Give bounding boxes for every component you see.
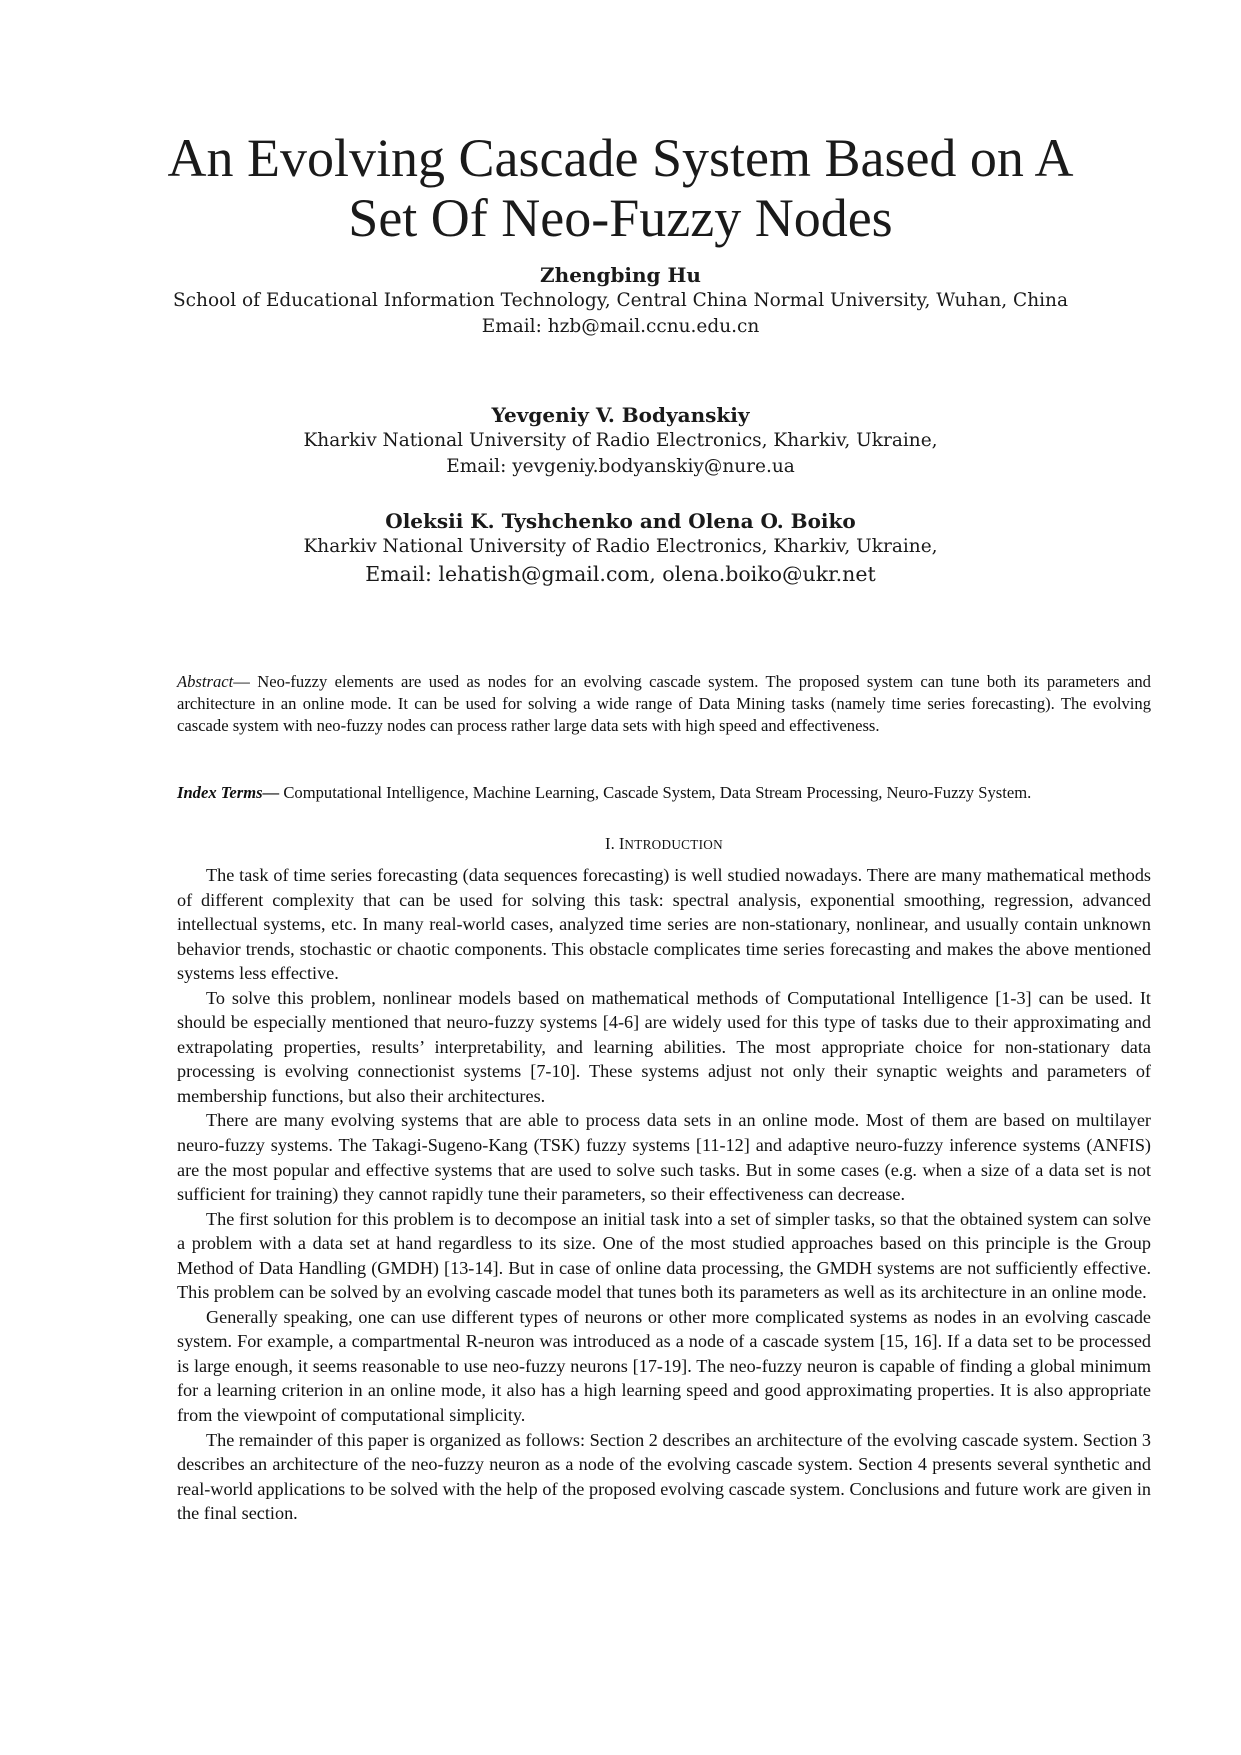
author-name: Yevgeniy V. Bodyanskiy [491,403,750,427]
author-email: Email: yevgeniy.bodyanskiy@nure.ua [446,456,795,477]
section-number: I. [605,834,619,853]
author-block-3 [120,508,1121,588]
author-block-2 [120,402,1121,480]
index-terms-dash: — [262,783,284,802]
section-title-initial: I [618,834,625,853]
author-block-1 [120,262,1121,340]
paper-title-line-1: An Evolving Cascade System Based on A [167,128,1074,188]
abstract-text: Neo-fuzzy elements are used as nodes for an evolving cascade system. The proposed system can tune both its parameters and architecture in an online mode. It can be used for solving a wide range of Data Mining tasks (namely time series forecasting). The evolving cascade system with neo-fuzzy nodes can process rather large data sets with high speed and effectiveness. [177,672,1151,735]
abstract [177,671,1151,736]
paragraph: Generally speaking, one can use different types of neurons or other more complicated systems as nodes in an evolving cascade system. For example, a compartmental R-neuron was introduced as a node of a cascade system [15, 16]. If a data set to be processed is large enough, it seems reasonable to use neo-fuzzy neurons [17-19]. The neo-fuzzy neuron is capable of finding a global minimum for a learning criterion in an online mode, it also has a high learning speed and good approximating properties. It is also appropriate from the viewpoint of computational simplicity. [177,1306,1151,1426]
paragraph: The first solution for this problem is to decompose an initial task into a set of simpler tasks, so that the obtained system can solve a problem with a data set at hand regardless to its size. One of the most studied approaches based on this principle is the Group Method of Data Handling (GMDH) [13-14]. But in case of online data processing, the GMDH systems are not sufficiently effective. This problem can be solved by an evolving cascade model that tunes both its parameters as well as its architecture in an online mode. [177,1208,1151,1303]
author-name: Oleksii K. Tyshchenko and Olena O. Boiko [385,509,856,533]
author-affiliation: School of Educational Information Technology, Central China Normal University, Wuhan, China [173,290,1068,311]
section-heading-introduction [177,833,1151,856]
paragraph: To solve this problem, nonlinear models based on mathematical methods of Computational Intelligence [1-3] can be used. It should be especially mentioned that neuro-fuzzy systems [4-6] are widely used for this type of tasks due to their approximating and extrapolating properties, results’ interpretability, and learning abilities. The most appropriate choice for non-stationary data processing is evolving connectionist systems [7-10]. These systems adjust not only their synaptic weights and parameters of membership functions, but also their architectures. [177,987,1151,1106]
paper-title-line-2: Set Of Neo-Fuzzy Nodes [348,188,893,248]
paragraph: The remainder of this paper is organized as follows: Section 2 describes an architecture of the evolving cascade system. Section 3 describes an architecture of the neo-fuzzy neuron as a node of the evolving cascade system. Section 4 presents several synthetic and real-world applications to be solved with the help of the proposed evolving cascade system. Conclusions and future work are given in the final section. [177,1429,1151,1524]
index-terms-label: Index Terms [177,783,263,802]
author-email: Email: hzb@mail.ccnu.edu.cn [481,316,760,337]
author-affiliation: Kharkiv National University of Radio Electronics, Kharkiv, Ukraine, [303,430,938,451]
introduction-body [177,863,1151,1526]
abstract-dash: — [233,672,258,691]
section-title-rest: NTRODUCTION [624,837,723,852]
index-terms [177,782,1151,804]
abstract-label: Abstract [177,672,234,691]
paper-title [120,128,1121,248]
paragraph: The task of time series forecasting (data sequences forecasting) is well studied nowadays. There are many mathematical methods of different complexity that can be used for solving this task: spectral analysis, exponential smoothing, regression, advanced intellectual systems, etc. In many real-world cases, analyzed time series are non-stationary, nonlinear, and usually contain unknown behavior trends, stochastic or chaotic components. This obstacle complicates time series forecasting and makes the above mentioned systems less effective. [177,865,1151,984]
author-affiliation: Kharkiv National University of Radio Electronics, Kharkiv, Ukraine, [303,536,938,557]
paragraph: There are many evolving systems that are able to process data sets in an online mode. Most of them are based on multilayer neuro-fuzzy systems. The Takagi-Sugeno-Kang (TSK) fuzzy systems [11-12] and adaptive neuro-fuzzy inference systems (ANFIS) are the most popular and effective systems that are used to solve such tasks. But in some cases (e.g. when a size of a data set is not sufficient for training) they cannot rapidly tune their parameters, so their effectiveness can decrease. [177,1110,1151,1205]
index-terms-text: Computational Intelligence, Machine Learning, Cascade System, Data Stream Processing, Neuro-Fuzzy System. [283,783,1032,802]
author-name: Zhengbing Hu [540,263,701,287]
author-email: Email: lehatish@gmail.com, olena.boiko@ukr.net [365,562,876,586]
